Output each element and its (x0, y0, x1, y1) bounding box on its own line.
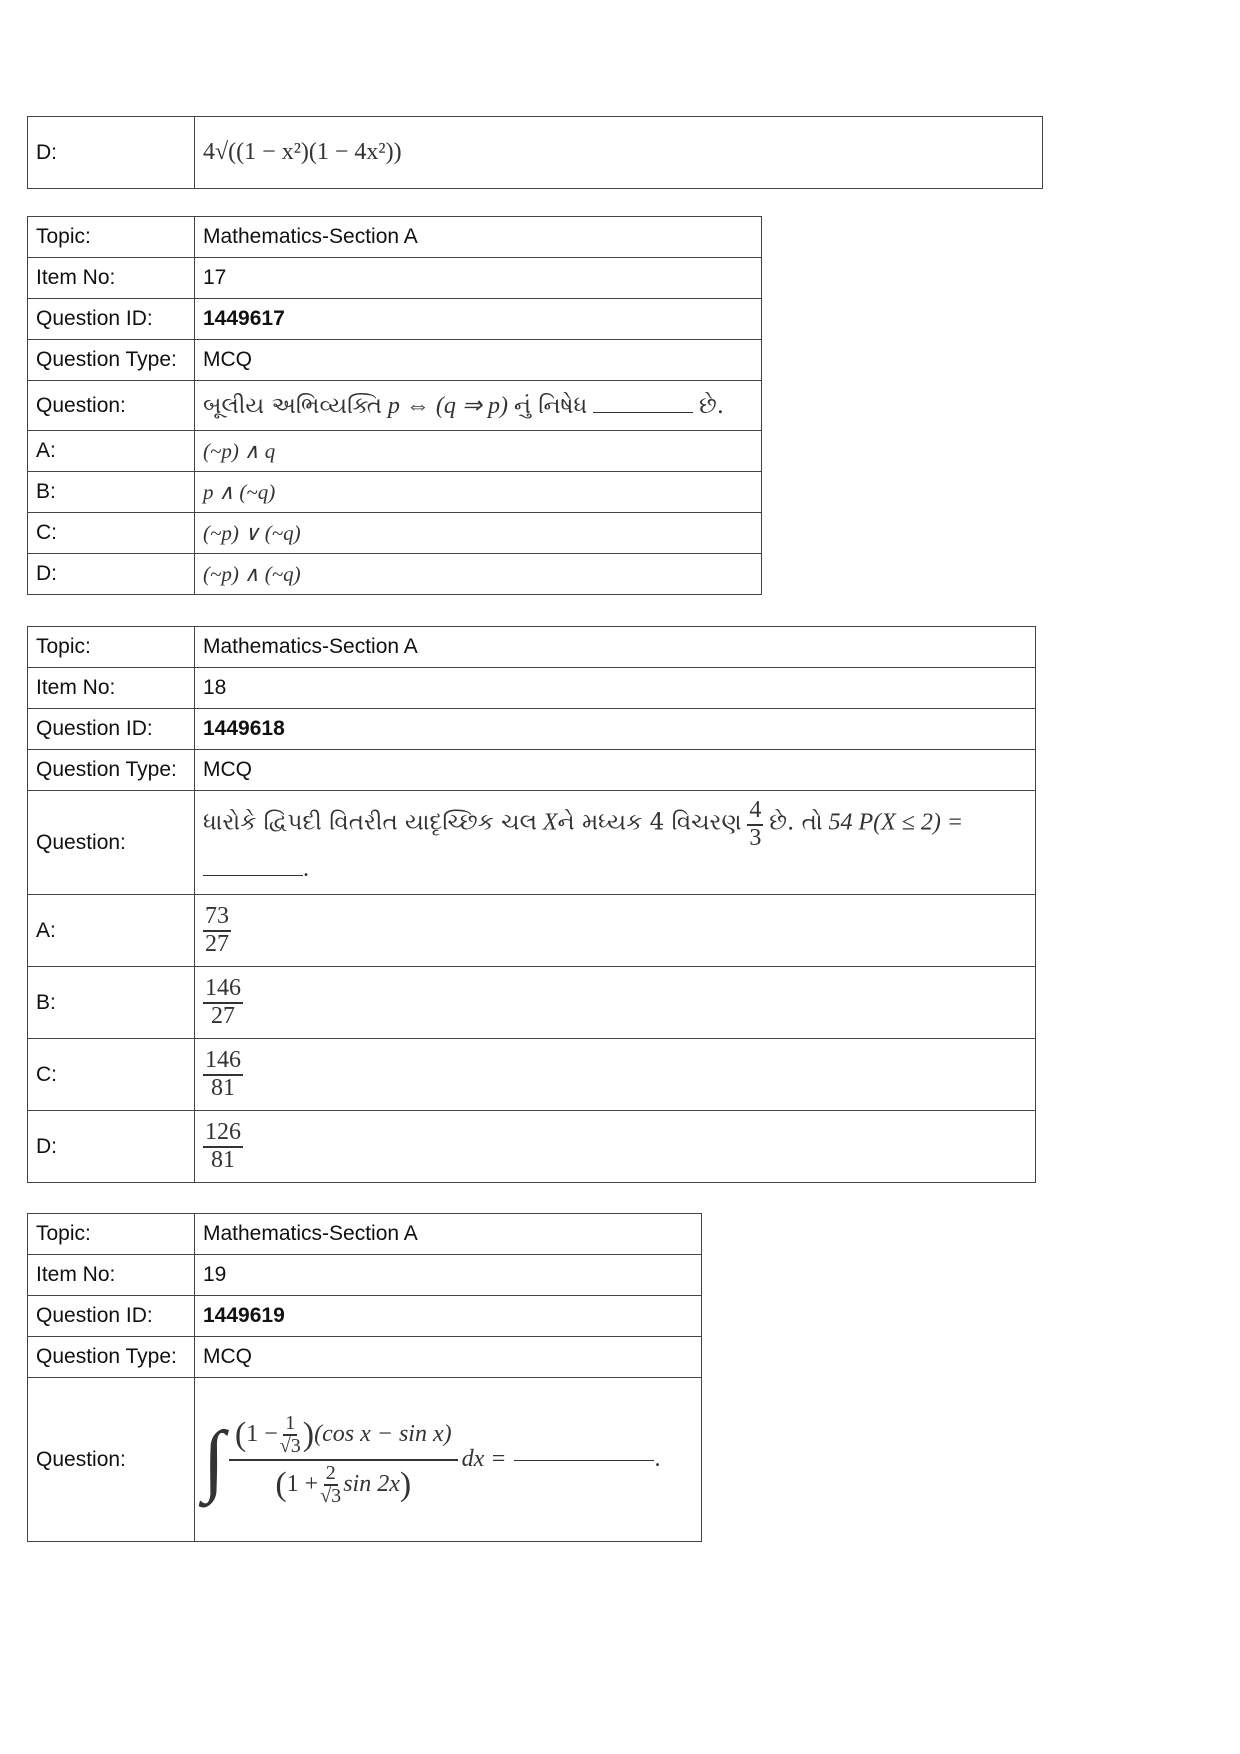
question-gujarati-part1: બૂલીય અભિવ્યક્તિ (203, 393, 383, 419)
integrand-fraction (229, 1411, 458, 1509)
topic-row (28, 627, 1036, 668)
fraction-numerator: 146 (203, 976, 243, 1003)
question-id-row (28, 709, 1036, 750)
inner-denominator: √3 (279, 1434, 301, 1457)
question-type-value: MCQ (195, 1337, 702, 1378)
question-type-value: MCQ (195, 340, 762, 381)
fraction-numerator: 73 (203, 904, 231, 931)
option-row-c (28, 1039, 1036, 1111)
question-math: 54 P(X ≤ 2) = (828, 810, 964, 837)
option-row-b (28, 967, 1036, 1039)
question-gujarati-part2: નું નિષેધ (513, 393, 588, 419)
question-text (195, 381, 762, 431)
topic-label: Topic: (28, 627, 195, 668)
answer-blank (203, 874, 303, 876)
question-type-label: Question Type: (28, 1337, 195, 1378)
item-label: Item No: (28, 668, 195, 709)
integral-tail: dx = (461, 1446, 507, 1472)
item-value: 18 (195, 668, 1036, 709)
question-label: Question: (28, 1378, 195, 1542)
option-row-b (28, 472, 762, 513)
topic-row (28, 217, 762, 258)
question-id-label: Question ID: (28, 709, 195, 750)
item-row (28, 668, 1036, 709)
fraction-numerator: 126 (203, 1120, 243, 1147)
inner-numerator: 2 (325, 1461, 336, 1484)
option-label: D: (28, 117, 195, 189)
item-row (28, 258, 762, 299)
question-16-tail-table (27, 116, 1043, 189)
option-row-c (28, 513, 762, 554)
variance-fraction (747, 798, 763, 850)
option-value (195, 1111, 1036, 1183)
fraction-denominator: 81 (211, 1146, 235, 1173)
question-id-row (28, 299, 762, 340)
fraction-numerator: 4 (747, 798, 763, 825)
option-label: B: (28, 967, 195, 1039)
question-row (28, 381, 762, 431)
item-value: 19 (195, 1255, 702, 1296)
option-value: (~p) ∧ (~q) (195, 554, 762, 595)
fraction-numerator: 146 (203, 1048, 243, 1075)
option-value (195, 1039, 1036, 1111)
option-row-d (28, 117, 1043, 189)
topic-row (28, 1214, 702, 1255)
topic-value: Mathematics-Section A (195, 627, 1036, 668)
question-label: Question: (28, 381, 195, 431)
option-value (195, 967, 1036, 1039)
den-right: sin 2x (343, 1470, 400, 1497)
item-label: Item No: (28, 258, 195, 299)
option-fraction (203, 904, 231, 956)
question-text: ∫ ( 1 − $\frac{1}{√3}$ ) (cos x − sin x) ( 1 + $\frac{2}{√3}$ sin 2x ) dx = . (195, 1378, 702, 1542)
question-row (28, 791, 1036, 895)
item-label: Item No: (28, 1255, 195, 1296)
question-type-value: MCQ (195, 750, 1036, 791)
option-fraction (203, 976, 243, 1028)
option-value (195, 117, 1043, 189)
question-label: Question: (28, 791, 195, 895)
option-row-a (28, 431, 762, 472)
option-label: C: (28, 1039, 195, 1111)
fraction-denominator: 3 (749, 824, 762, 851)
option-value: (~p) ∨ (~q) (195, 513, 762, 554)
option-label: D: (28, 1111, 195, 1183)
option-label: C: (28, 513, 195, 554)
question-id-row (28, 1296, 702, 1337)
question-type-label: Question Type: (28, 750, 195, 791)
question-type-row (28, 750, 1036, 791)
question-id-label: Question ID: (28, 299, 195, 340)
option-label: B: (28, 472, 195, 513)
option-label: A: (28, 431, 195, 472)
num-inner-fraction (278, 1413, 303, 1457)
topic-value: Mathematics-Section A (195, 1214, 702, 1255)
option-row-d (28, 554, 762, 595)
fraction-denominator: 27 (205, 930, 229, 957)
answer-blank (514, 1459, 654, 1461)
option-value: p ∧ (~q) (195, 472, 762, 513)
question-gujarati-part3: છે. (698, 393, 725, 419)
question-19-table (27, 1213, 702, 1542)
question-variable: X (542, 810, 558, 837)
fraction-denominator: 81 (211, 1074, 235, 1101)
question-id-label: Question ID: (28, 1296, 195, 1337)
option-row-a (28, 895, 1036, 967)
option-row-d (28, 1111, 1036, 1183)
option-value (195, 895, 1036, 967)
question-id-value: 1449619 (195, 1296, 702, 1337)
integrand-numerator: ( 1 − $\frac{1}{√3}$ ) (cos x − sin x) (229, 1411, 458, 1461)
question-math: p ⇔ (q ⇒ p) (387, 393, 508, 419)
option-fraction (203, 1048, 243, 1100)
inner-denominator: √3 (320, 1484, 342, 1507)
question-gujarati-part1: ધારોકે દ્વિપદી વિતરીત યાદૃચ્છિક ચલ (203, 810, 537, 837)
question-17-table (27, 216, 762, 595)
num-right: (cos x − sin x) (314, 1420, 452, 1447)
den-inner-fraction (318, 1463, 343, 1507)
question-gujarati-part3: છે. તો (769, 810, 823, 837)
question-type-row (28, 1337, 702, 1378)
question-id-value: 1449617 (195, 299, 762, 340)
inner-numerator: 1 (285, 1411, 296, 1434)
question-gujarati-part2: ને મધ્યક 4 વિચરણ (557, 810, 742, 837)
den-left: 1 + (286, 1470, 319, 1497)
question-row (28, 1378, 702, 1542)
integrand-denominator: ( 1 + $\frac{2}{√3}$ sin 2x ) (275, 1461, 412, 1507)
num-left: 1 − (246, 1420, 278, 1447)
option-math: 4√((1 − x²)(1 − 4x²)) (203, 139, 402, 165)
question-type-label: Question Type: (28, 340, 195, 381)
question-id-value: 1449618 (195, 709, 1036, 750)
item-row (28, 1255, 702, 1296)
question-text: ધારોકે દ્વિપદી વિતરીત યાદૃચ્છિક ચલ Xને મધ્યક 4 વિચરણ $\frac{4}{3}$ છે. તો 54 P(X ≤ 2) = . (195, 791, 1036, 895)
item-value: 17 (195, 258, 762, 299)
topic-value: Mathematics-Section A (195, 217, 762, 258)
question-type-row (28, 340, 762, 381)
option-label: A: (28, 895, 195, 967)
topic-label: Topic: (28, 1214, 195, 1255)
answer-blank (593, 411, 693, 413)
integral-sign: ∫ (203, 1415, 225, 1504)
option-fraction (203, 1120, 243, 1172)
option-value: (~p) ∧ q (195, 431, 762, 472)
topic-label: Topic: (28, 217, 195, 258)
fraction-denominator: 27 (211, 1002, 235, 1029)
option-label: D: (28, 554, 195, 595)
question-18-table (27, 626, 1036, 1183)
